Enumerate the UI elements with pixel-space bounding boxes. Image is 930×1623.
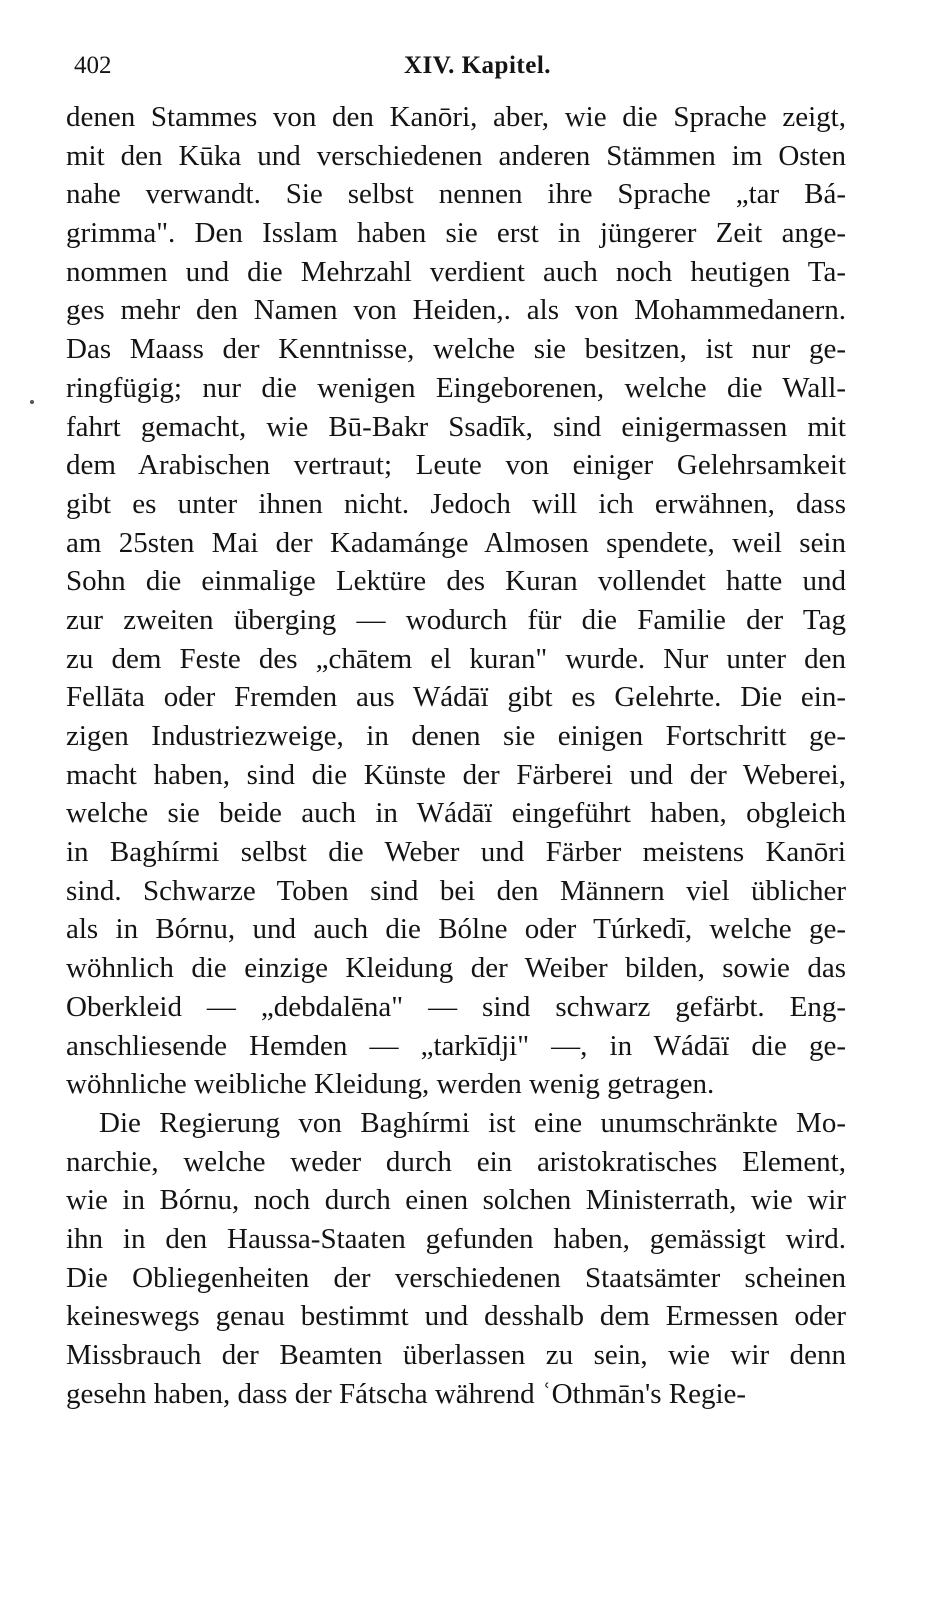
text-line: zigen Industriezweige, in denen sie einigen Fortschritt ge- <box>66 720 846 752</box>
text-line: zu dem Feste des „chātem el kuran" wurde. Nur unter den <box>66 642 846 675</box>
text-line: Oberkleid — „debdalēna" — sind schwarz gefärbt. Eng- <box>66 990 846 1023</box>
text-line: grimma". Den Isslam haben sie erst in jüngerer Zeit ange- <box>66 217 846 250</box>
text-line: gesehn haben, dass der Fátscha während ʿOthmān's Regie- <box>66 1377 747 1410</box>
text-line: narchie, welche weder durch ein aristokratisches Element, <box>66 1145 846 1178</box>
paragraph <box>66 1104 846 1414</box>
margin-mark <box>30 400 34 404</box>
text-line: gibt es unter ihnen nicht. Jedoch will ich erwähnen, dass <box>66 487 846 520</box>
text-line: sind. Schwarze Toben sind bei den Männern viel üblicher <box>66 874 846 907</box>
text-line: anschliesende Hemden — „tarkīdji" —, in Wádāï die ge- <box>66 1029 846 1062</box>
text-line: ihn in den Haussa-Staaten gefunden haben, gemässigt wird. <box>66 1222 846 1255</box>
text-line: als in Bórnu, und auch die Bólne oder Túrkedī, welche ge- <box>66 913 846 946</box>
text-line: wöhnliche weibliche Kleidung, werden wenig getragen. <box>66 1068 715 1101</box>
text-line: fahrt gemacht, wie Bū-Bakr Ssadīk, sind einigermassen mit <box>66 410 846 443</box>
text-line: Die Obliegenheiten der verschiedenen Staatsämter scheinen <box>66 1261 846 1294</box>
paragraph <box>66 98 846 1104</box>
text-line: denen Stammes von den Kanōri, aber, wie die Sprache zeigt, <box>66 101 846 133</box>
text-line: ges mehr den Namen von Heiden,. als von Mohammedanern. <box>66 294 846 327</box>
text-line: ringfügig; nur die wenigen Eingeborenen, welche die Wall- <box>66 371 846 404</box>
text-line: wie in Bórnu, noch durch einen solchen Ministerrath, wie wir <box>66 1184 846 1217</box>
text-line: wöhnlich die einzige Kleidung der Weiber bilden, sowie das <box>66 952 846 985</box>
text-line: Fellāta oder Fremden aus Wádāï gibt es Gelehrte. Die ein- <box>66 681 846 714</box>
text-line: in Baghírmi selbst die Weber und Färber meistens Kanōri <box>66 836 846 869</box>
text-line: Die Regierung von Baghírmi ist eine unumschränkte Mo- <box>99 1106 846 1139</box>
text-line: Das Maass der Kenntnisse, welche sie besitzen, ist nur ge- <box>66 333 846 366</box>
page-header <box>74 46 844 86</box>
body-text <box>66 98 846 1413</box>
text-line: keineswegs genau bestimmt und desshalb dem Ermessen oder <box>66 1300 846 1333</box>
text-line: mit den Kūka und verschiedenen anderen Stämmen im Osten <box>66 139 846 172</box>
text-line: Sohn die einmalige Lektüre des Kuran vollendet hatte und <box>66 565 846 598</box>
text-line: nahe verwandt. Sie selbst nennen ihre Sprache „tar Bá- <box>66 178 846 211</box>
text-line: zur zweiten überging — wodurch für die Familie der Tag <box>66 603 846 636</box>
text-line: am 25sten Mai der Kadamánge Almosen spendete, weil sein <box>66 526 846 559</box>
page-number: 402 <box>74 52 112 79</box>
running-head: XIV. Kapitel. <box>404 52 552 79</box>
text-line: nommen und die Mehrzahl verdient auch noch heutigen Ta- <box>66 255 846 288</box>
text-line: macht haben, sind die Künste der Färberei und der Weberei, <box>66 758 846 791</box>
text-line: Missbrauch der Beamten überlassen zu sein, wie wir denn <box>66 1339 846 1371</box>
text-line: dem Arabischen vertraut; Leute von einiger Gelehrsamkeit <box>66 449 846 482</box>
text-line: welche sie beide auch in Wádāï eingeführt haben, obgleich <box>66 797 846 830</box>
